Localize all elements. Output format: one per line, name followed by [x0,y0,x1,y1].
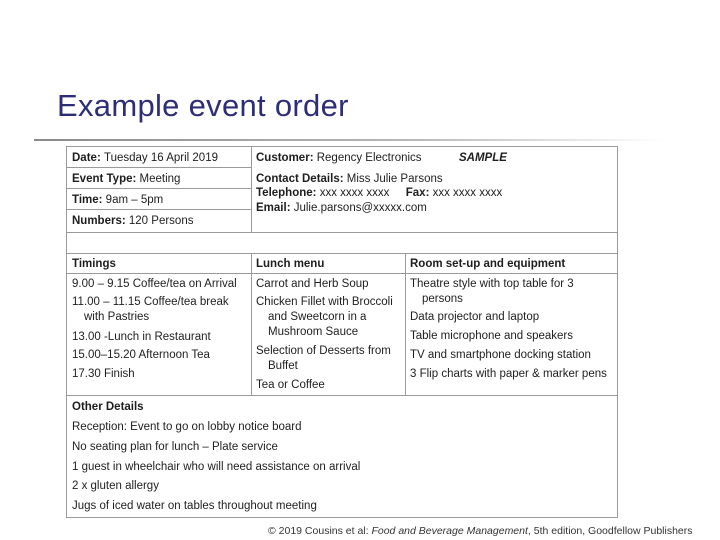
lunch-item: Chicken Fillet with Broccoli [256,296,393,308]
room-item: TV and smartphone docking station [410,349,591,361]
room-item: Table microphone and speakers [410,330,574,342]
time-label: Time [72,194,99,206]
telephone-field: Telephone: xxx xxxx xxxx Fax: xxx xxxx xxxx [256,187,503,199]
contact-label: Contact Details [256,173,340,185]
rule [405,253,406,396]
slide-title: Example event order [57,88,349,123]
other-detail-item: 2 x gluten allergy [72,480,159,492]
lunch-item: Tea or Coffee [256,379,325,391]
email-field: Email: Julie.parsons@xxxxx.com [256,202,427,214]
copyright-footer [268,525,693,537]
timing-item: 13.00 -Lunch in Restaurant [72,331,211,343]
event-type-value: Meeting [139,173,181,185]
date-field: Date: Tuesday 16 April 2019 [72,152,218,164]
customer-label: Customer [256,152,310,164]
event-order-form [66,146,618,518]
footer-prefix: © 2019 Cousins et al: [268,525,372,537]
other-detail-item: Reception: Event to go on lobby notice board [72,421,302,433]
timing-item: with Pastries [84,311,150,323]
time-field: Time: 9am – 5pm [72,194,164,206]
customer-value: Regency Electronics [316,152,422,164]
rule [251,147,252,233]
lunch-item: Mushroom Sauce [268,326,359,338]
rule [67,232,617,233]
timings-header: Timings [72,258,116,270]
contact-value: Miss Julie Parsons [346,173,443,185]
rule [67,273,617,274]
timing-item: 15.00–15.20 Afternoon Tea [72,349,210,361]
event-type-label: Event Type [72,173,133,185]
timing-item: 17.30 Finish [72,368,135,380]
date-label: Date [72,152,97,164]
email-label: Email [256,202,287,214]
rule [251,253,252,396]
rule [67,188,251,189]
numbers-value: 120 Persons [128,215,194,227]
lunch-item: Selection of Desserts from [256,345,391,357]
contact-field: Contact Details: Miss Julie Parsons [256,173,443,185]
rule [67,395,617,396]
footer-book-title: Food and Beverage Management [371,525,528,537]
time-value: 9am – 5pm [105,194,164,206]
numbers-field: Numbers: 120 Persons [72,215,194,227]
date-value: Tuesday 16 April 2019 [103,152,218,164]
rule [67,209,251,210]
lunch-item: Buffet [268,360,298,372]
room-item: Data projector and laptop [410,311,540,323]
telephone-value: xxx xxxx xxxx [319,187,390,199]
room-item: Theatre style with top table for 3 [410,278,574,290]
other-detail-item: Jugs of iced water on tables throughout meeting [72,500,317,512]
rule [67,167,251,168]
room-item: 3 Flip charts with paper & marker pens [410,368,607,380]
lunch-item: and Sweetcorn in a [268,311,367,323]
fax-value: xxx xxxx xxxx [432,187,503,199]
sample-mark: SAMPLE [459,152,507,164]
rule [67,253,617,254]
email-value: Julie.parsons@xxxxx.com [293,202,427,214]
event-type-field: Event Type: Meeting [72,173,181,185]
customer-field: Customer: Regency Electronics [256,152,422,164]
room-item: persons [422,293,463,305]
other-details-header: Other Details [72,401,144,413]
fax-label: Fax [405,187,426,199]
lunch-item: Carrot and Herb Soup [256,278,369,290]
title-divider [34,139,664,141]
footer-suffix: , 5th edition, Goodfellow Publishers [527,525,693,537]
room-setup-header: Room set-up and equipment [410,258,566,270]
other-detail-item: No seating plan for lunch – Plate service [72,441,278,453]
timing-item: 9.00 – 9.15 Coffee/tea on Arrival [72,278,237,290]
timing-item: 11.00 – 11.15 Coffee/tea break [72,296,229,308]
lunch-menu-header: Lunch menu [256,258,325,270]
telephone-label: Telephone [256,187,313,199]
numbers-label: Numbers [72,215,122,227]
other-detail-item: 1 guest in wheelchair who will need assistance on arrival [72,461,361,473]
